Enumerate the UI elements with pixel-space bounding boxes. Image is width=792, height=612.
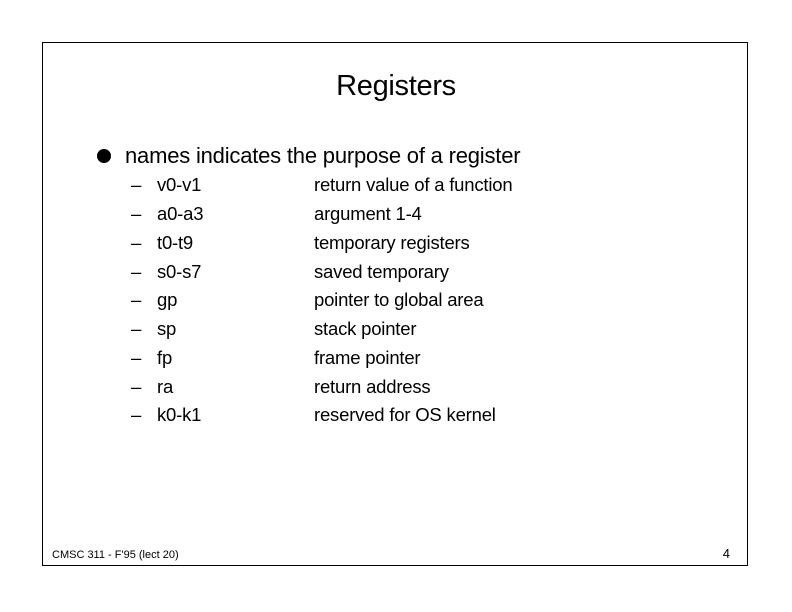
- register-description: argument 1-4: [314, 203, 422, 225]
- register-description: saved temporary: [314, 260, 449, 282]
- register-name: k0-k1: [157, 404, 202, 426]
- register-list: [131, 171, 512, 430]
- page-number: 4: [722, 546, 730, 561]
- register-description: reserved for OS kernel: [314, 404, 496, 426]
- register-description: return address: [314, 375, 431, 397]
- register-description: pointer to global area: [314, 289, 484, 311]
- register-name: v0-v1: [157, 174, 202, 196]
- main-bullet: [97, 141, 520, 171]
- register-description: stack pointer: [314, 318, 417, 340]
- register-description: return value of a function: [314, 174, 513, 196]
- dash-icon: –: [131, 203, 142, 225]
- register-item-k0-k1: [131, 401, 512, 430]
- register-name: ra: [157, 375, 174, 397]
- dash-icon: –: [131, 346, 142, 368]
- register-name: t0-t9: [157, 231, 194, 253]
- register-name: gp: [157, 289, 178, 311]
- dash-icon: –: [131, 260, 142, 282]
- register-item-v0-v1: [131, 171, 512, 200]
- dash-icon: –: [131, 318, 142, 340]
- bullet-dot-icon: [97, 149, 111, 163]
- footer-course-label: CMSC 311 - F'95 (lect 20): [52, 549, 179, 561]
- main-bullet-text: names indicates the purpose of a register: [125, 143, 521, 168]
- register-item-gp: [131, 286, 512, 315]
- register-name: a0-a3: [157, 203, 204, 225]
- register-description: frame pointer: [314, 346, 421, 368]
- register-description: temporary registers: [314, 231, 470, 253]
- register-name: s0-s7: [157, 260, 202, 282]
- register-item-fp: [131, 344, 512, 373]
- dash-icon: –: [131, 375, 142, 397]
- dash-icon: –: [131, 404, 142, 426]
- dash-icon: –: [131, 289, 142, 311]
- register-item-sp: [131, 315, 512, 344]
- register-name: sp: [157, 318, 177, 340]
- dash-icon: –: [131, 174, 142, 196]
- register-name: fp: [157, 346, 173, 368]
- register-item-a0-a3: [131, 200, 512, 229]
- register-item-ra: [131, 372, 512, 401]
- register-item-t0-t9: [131, 229, 512, 258]
- register-item-s0-s7: [131, 257, 512, 286]
- dash-icon: –: [131, 231, 142, 253]
- slide-title: Registers: [336, 70, 456, 102]
